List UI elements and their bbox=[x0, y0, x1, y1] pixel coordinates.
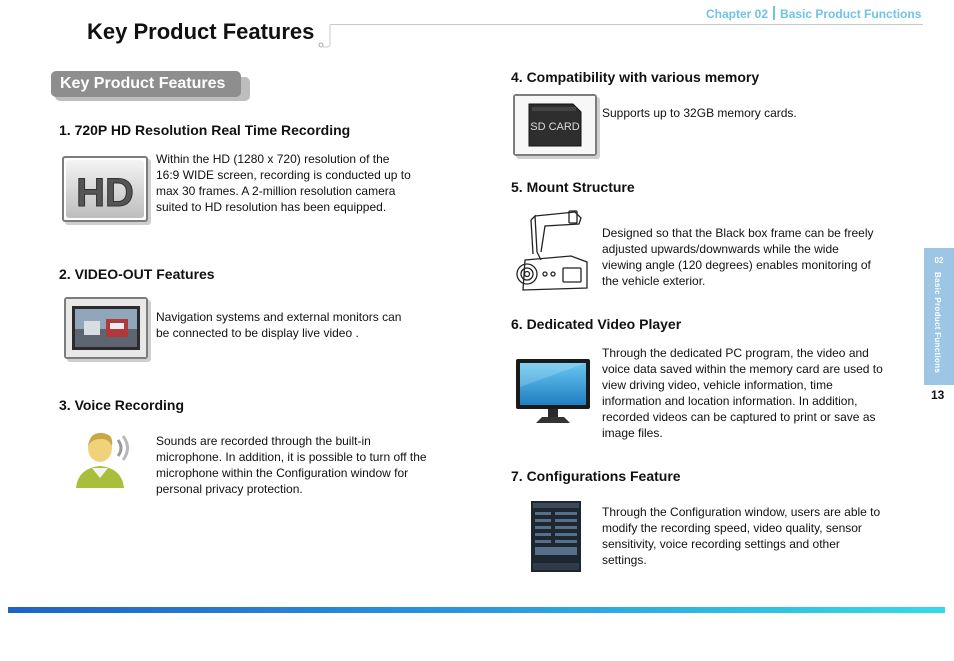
feature-desc-config: Through the Configuration window, users are able to modify the recording speed, video quality, sensor sensitivity, voice recording settings and other settings. bbox=[602, 505, 881, 567]
feature-title-hd: 1. 720P HD Resolution Real Time Recording bbox=[59, 122, 351, 138]
feature-desc-memory: Supports up to 32GB memory cards. bbox=[602, 106, 797, 120]
feature-title-mount: 5. Mount Structure bbox=[511, 179, 635, 195]
title-hook-ornament bbox=[317, 24, 339, 50]
feature-title-memory: 4. Compatibility with various memory bbox=[511, 69, 760, 85]
chapter-header bbox=[706, 6, 921, 21]
feature-desc-video-out: Navigation systems and external monitors can be connected to be display live video . bbox=[156, 310, 402, 340]
chapter-side-tab[interactable] bbox=[924, 248, 954, 385]
chapter-divider bbox=[773, 6, 775, 20]
bottom-gradient-bar bbox=[8, 607, 945, 613]
feature-title-config: 7. Configurations Feature bbox=[511, 468, 681, 484]
sd-card-icon bbox=[513, 94, 597, 156]
monitor-icon bbox=[514, 357, 592, 427]
config-window-icon bbox=[531, 501, 581, 572]
section-label: Key Product Features bbox=[51, 71, 241, 97]
feature-title-voice: 3. Voice Recording bbox=[59, 397, 184, 413]
feature-desc-voice: Sounds are recorded through the built-in microphone. In addition, it is possible to turn off the microphone within the Configuration window for personal privacy protection. bbox=[156, 434, 427, 496]
side-tab-label: Basic Product Functions bbox=[933, 272, 942, 374]
page-title: Key Product Features bbox=[87, 19, 315, 44]
chapter-title: Basic Product Functions bbox=[780, 7, 922, 21]
hd-icon-text: HD bbox=[76, 171, 134, 215]
side-tab-number: 02 bbox=[934, 256, 944, 265]
sd-card-icon-text: SD CARD bbox=[530, 121, 580, 133]
voice-user-icon bbox=[72, 428, 134, 490]
feature-desc-video-player: Through the dedicated PC program, the video and voice data saved within the memory card are used to view driving video, vehicle information, time information and location information. In addition, recorded videos can be captured to print or save as image files. bbox=[602, 346, 883, 440]
mount-icon bbox=[511, 208, 597, 294]
chapter-label: Chapter 02 bbox=[706, 7, 769, 21]
feature-title-video-player: 6. Dedicated Video Player bbox=[511, 316, 682, 332]
header-rule bbox=[330, 24, 923, 25]
page-number: 13 bbox=[931, 388, 945, 402]
feature-desc-hd: Within the HD (1280 x 720) resolution of the 16:9 WIDE screen, recording is conducted up to max 30 frames. A 2-million resolution camera suited to HD resolution has been equipped. bbox=[156, 152, 411, 214]
video-out-icon bbox=[64, 297, 148, 359]
hd-icon bbox=[62, 156, 148, 222]
feature-desc-mount: Designed so that the Black box frame can be freely adjusted upwards/downwards while the wide viewing angle (120 degrees) enables monitoring of the vehicle exterior. bbox=[602, 226, 874, 288]
feature-title-video-out: 2. VIDEO-OUT Features bbox=[59, 266, 215, 282]
